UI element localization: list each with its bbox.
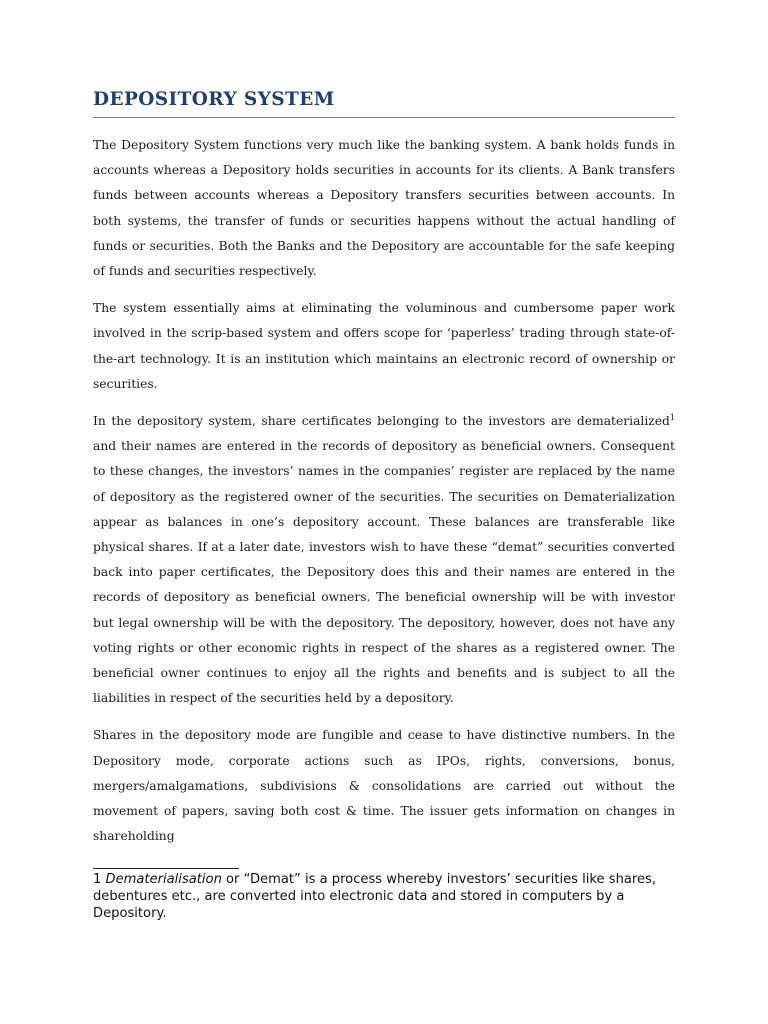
footnote-number: 1 [93, 872, 102, 887]
title-underline [93, 117, 675, 118]
footnote-text: or “Demat” is a process whereby investors’ securities like shares, debentures etc., are converted into electronic data and stored in computers by a Depository. [93, 872, 657, 921]
paragraph-1: The Depository System functions very much like the banking system. A bank holds funds in accounts whereas a Depository holds securities in accounts for its clients. A Bank transfers funds between accounts whereas a Depository transfers securities between accounts. In both systems, the transfer of funds or securities happens without the actual handling of funds or securities. Both the Banks and the Depository are accountable for the safe keeping of funds and securities respectively. [93, 138, 675, 279]
footnote [93, 871, 693, 922]
paragraph-4: Shares in the depository mode are fungible and cease to have distinctive numbers. In the Depository mode, corporate actions such as IPOs, rights, conversions, bonus, mergers/amalgamations, subdivisions & consolidations are carried out without the movement of papers, saving both cost & time. The issuer gets information on changes in shareholding [93, 728, 675, 844]
document-body [93, 133, 675, 861]
paragraph-3-text-a: In the depository system, share certificates belonging to the investors are dematerialized [93, 414, 670, 429]
footnote-term: Dematerialisation [105, 872, 222, 887]
paragraph-3-text-b: and their names are entered in the records of depository as beneficial owners. Consequent to these changes, the investors’ names in the companies’ register are replaced by the name of depository as the registered owner of the securities. The securities on Dematerialization appear as balances in one’s depository account. These balances are transferable like physical shares. If at a later date, investors wish to have these “demat” securities converted back into paper certificates, the Depository does this and their names are entered in the records of depository as beneficial owners. The beneficial ownership will be with investor but legal ownership will be with the depository. The depository, however, does not have any voting rights or other economic rights in respect of the shares as a registered owner. The beneficial owner continues to enjoy all the rights and benefits and is subject to all the liabilities in respect of the securities held by a depository. [93, 439, 675, 706]
page-title: DEPOSITORY SYSTEM [93, 89, 335, 110]
footnote-reference[interactable]: 1 [669, 412, 675, 422]
paragraph-2: The system essentially aims at eliminating the voluminous and cumbersome paper work involved in the scrip-based system and offers scope for ‘paperless’ trading through state-of-the-art technology. It is an institution which maintains an electronic record of ownership or securities. [93, 301, 675, 391]
footnote-separator [93, 868, 239, 869]
paragraph-3 [93, 409, 675, 711]
